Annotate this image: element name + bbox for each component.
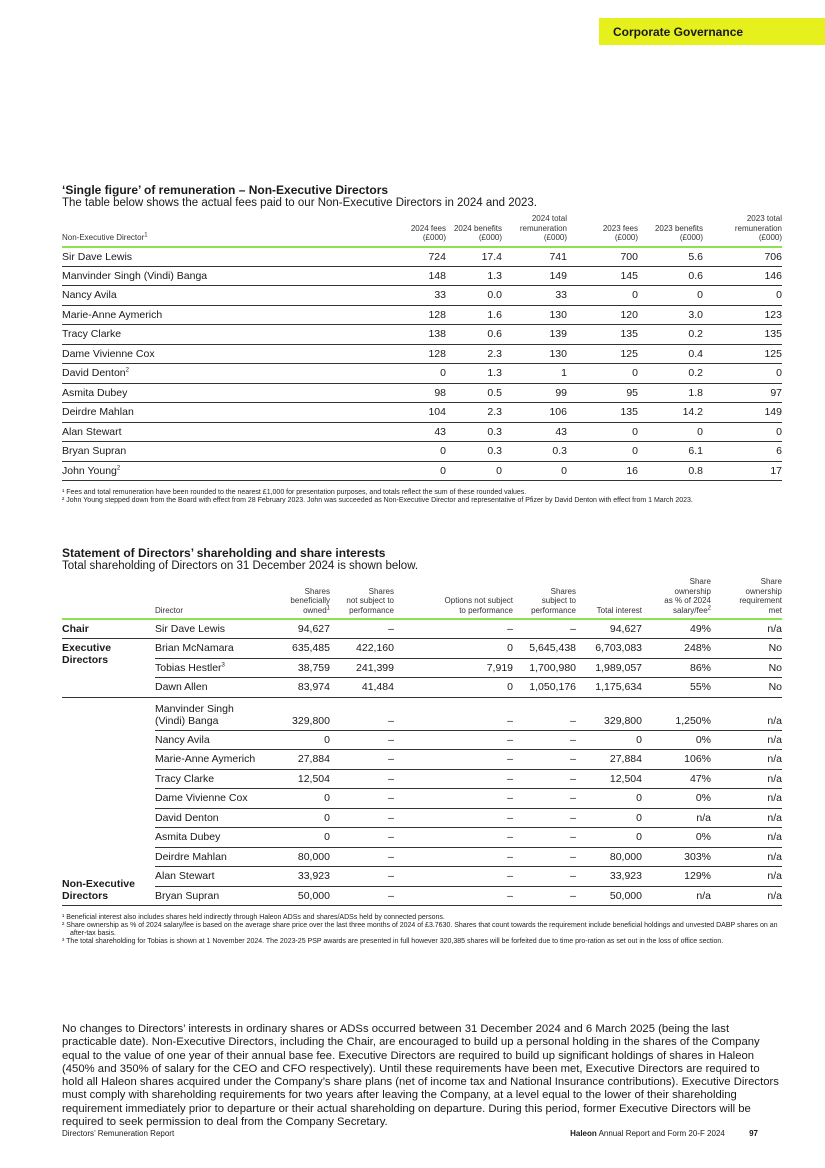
group-label: Executive Directors (62, 639, 155, 698)
director-name: Nancy Avila (62, 286, 374, 306)
table-cell: 125 (567, 344, 638, 364)
group-label: Non-Executive Directors (62, 697, 155, 906)
footnote: ² John Young stepped down from the Board with effect from 28 February 2023. John was succeeded as Non-Executive Director and representative of Pfizer by David Denton with effect from 1 March 2023. (62, 497, 693, 504)
director-name: Nancy Avila (155, 730, 265, 750)
table-cell: – (513, 828, 576, 848)
table-cell: 635,485 (265, 639, 330, 659)
table-cell: n/a (711, 750, 782, 770)
table-row (62, 325, 782, 345)
table-cell: 83,974 (265, 678, 330, 698)
table-cell: – (513, 847, 576, 867)
table-cell: 0 (576, 828, 642, 848)
table-cell: 99 (502, 383, 567, 403)
table-cell: – (330, 789, 394, 809)
director-name: Asmita Dubey (62, 383, 374, 403)
column-header: Non-Executive Director$^1$ (62, 232, 148, 242)
table-cell: 130 (502, 344, 567, 364)
table-cell: 95 (567, 383, 638, 403)
table-cell: 0.3 (446, 422, 502, 442)
shares-footnotes (62, 914, 782, 946)
table-cell: No (711, 678, 782, 698)
table-cell: 33 (502, 286, 567, 306)
table-row (62, 286, 782, 306)
table-cell: 0 (502, 461, 567, 481)
table-cell: 0 (703, 364, 782, 384)
table-cell: 0 (265, 828, 330, 848)
table-cell: – (394, 750, 513, 770)
table-cell: 12,504 (265, 769, 330, 789)
table-cell: – (394, 619, 513, 639)
column-header: Total interest (596, 605, 642, 615)
table-cell: 0 (265, 789, 330, 809)
director-name: Dame Vivienne Cox (62, 344, 374, 364)
table-row (62, 886, 782, 906)
table-cell: – (330, 619, 394, 639)
table-cell: 14.2 (638, 403, 703, 423)
table-cell: 104 (374, 403, 446, 423)
table-cell: 1,700,980 (513, 658, 576, 678)
ned-title: ‘Single figure’ of remuneration – Non-Executive Directors (62, 183, 389, 197)
table-cell: n/a (642, 886, 711, 906)
table-cell: 700 (567, 247, 638, 267)
table-cell: 149 (703, 403, 782, 423)
table-cell: 3.0 (638, 305, 703, 325)
table-cell: 1.8 (638, 383, 703, 403)
table-row (62, 769, 782, 789)
table-cell: 724 (374, 247, 446, 267)
table-cell: 146 (703, 266, 782, 286)
table-cell: 50,000 (265, 886, 330, 906)
table-cell: 130 (502, 305, 567, 325)
table-cell: 248% (642, 639, 711, 659)
table-cell: 135 (567, 403, 638, 423)
table-cell: 0 (567, 442, 638, 462)
table-cell: n/a (711, 769, 782, 789)
shareholding-section (62, 546, 782, 946)
table-row (62, 808, 782, 828)
table-row (62, 619, 782, 639)
table-cell: 43 (374, 422, 446, 442)
director-name: Alan Stewart (155, 867, 265, 887)
table-cell: 16 (567, 461, 638, 481)
section-tag: Corporate Governance (599, 18, 825, 45)
table-cell: – (330, 828, 394, 848)
table-cell: n/a (711, 697, 782, 730)
column-header: Shares not subject to performance (346, 586, 394, 615)
table-cell: 0% (642, 789, 711, 809)
table-cell: 6.1 (638, 442, 703, 462)
director-name: Bryan Supran (155, 886, 265, 906)
table-cell: 125 (703, 344, 782, 364)
table-cell: 0 (576, 808, 642, 828)
table-cell: – (330, 769, 394, 789)
table-cell: 80,000 (576, 847, 642, 867)
footnote: ² Share ownership as % of 2024 salary/fee is based on the average share price over the last three months of 2024 of £3.7630. Shares that count towards the requirement include beneficial holdings and unvested DABP shares on an after-tax basis. (62, 922, 778, 937)
column-header: 2024 total remuneration (£000) (519, 214, 567, 242)
table-cell: 706 (703, 247, 782, 267)
director-name: Deirdre Mahlan (62, 403, 374, 423)
table-row (62, 828, 782, 848)
table-cell: 106% (642, 750, 711, 770)
table-row (62, 867, 782, 887)
table-cell: 2.3 (446, 403, 502, 423)
table-row (62, 750, 782, 770)
table-cell: 55% (642, 678, 711, 698)
shares-subtitle: Total shareholding of Directors on 31 December 2024 is shown below. (62, 560, 419, 572)
table-cell: n/a (711, 789, 782, 809)
table-cell: 41,484 (330, 678, 394, 698)
table-cell: 94,627 (576, 619, 642, 639)
table-cell: 7,919 (394, 658, 513, 678)
table-cell: 97 (703, 383, 782, 403)
table-cell: 139 (502, 325, 567, 345)
column-header: 2024 fees (£000) (410, 223, 446, 242)
director-name: Sir Dave Lewis (155, 619, 265, 639)
table-cell: – (394, 697, 513, 730)
column-header (62, 577, 155, 619)
table-cell: 138 (374, 325, 446, 345)
shareholding-table (62, 577, 782, 906)
table-cell: n/a (711, 828, 782, 848)
table-cell: 145 (567, 266, 638, 286)
table-cell: 148 (374, 266, 446, 286)
table-row (62, 730, 782, 750)
director-name: Manvinder Singh (Vindi) Banga (155, 697, 265, 730)
table-row (62, 247, 782, 267)
table-cell: 98 (374, 383, 446, 403)
table-cell: 0% (642, 730, 711, 750)
table-cell: – (330, 847, 394, 867)
table-cell: – (330, 730, 394, 750)
table-cell: – (330, 886, 394, 906)
table-cell: 1,250% (642, 697, 711, 730)
table-cell: 0.6 (446, 325, 502, 345)
table-cell: – (330, 697, 394, 730)
director-name: David Denton (155, 808, 265, 828)
table-cell: 741 (502, 247, 567, 267)
column-header: 2024 benefits (£000) (453, 223, 502, 242)
table-cell: 0.2 (638, 325, 703, 345)
director-name: Marie-Anne Aymerich (155, 750, 265, 770)
table-cell: 0 (638, 422, 703, 442)
table-cell: n/a (642, 808, 711, 828)
table-cell: – (394, 789, 513, 809)
table-cell: – (513, 789, 576, 809)
table-cell: 0 (576, 789, 642, 809)
table-cell: 94,627 (265, 619, 330, 639)
table-cell: 303% (642, 847, 711, 867)
table-cell: 0 (567, 364, 638, 384)
footnote-ref: 1 (326, 604, 330, 611)
director-name: Tracy Clarke (155, 769, 265, 789)
table-cell: 17.4 (446, 247, 502, 267)
column-header: 2023 fees (£000) (602, 223, 638, 242)
director-name: Alan Stewart (62, 422, 374, 442)
page-number: 97 (749, 1129, 758, 1138)
column-header: Director (155, 605, 184, 615)
director-name: Asmita Dubey (155, 828, 265, 848)
ned-remuneration-table (62, 214, 782, 481)
footnote-ref: 3 (221, 662, 225, 669)
table-cell: 27,884 (576, 750, 642, 770)
footer-brand: Haleon (570, 1129, 597, 1138)
table-cell: 0.5 (446, 383, 502, 403)
table-cell: 128 (374, 344, 446, 364)
table-cell: – (394, 769, 513, 789)
table-cell: – (394, 828, 513, 848)
body-paragraph: No changes to Directors’ interests in ordinary shares or ADSs occurred between 31 December 2024 and 6 March 2025 (being the last practicable date). Non-Executive Directors, including the Chair, are encouraged to build up a personal holding in the shares of the Company equal to the value of one year of their annual base fee. Executive Directors are required to build up significant holdings of shares in Haleon (450% and 350% of salary for the CEO and CFO respectively). Until these requirements have been met, Executive Directors are required to hold all Haleon shares acquired under the Company’s share plans (net of income tax and National Insurance contributions). Executive Directors must comply with shareholding requirements for two years after leaving the Company, at a level equal to the lower of their shareholding requirement immediately prior to departure or their actual shareholding on departure. During this period, former Executive Directors will be required to seek permission to deal from the Company Secretary. (62, 1023, 779, 1129)
table-cell: 1,175,634 (576, 678, 642, 698)
table-cell: 0 (703, 422, 782, 442)
table-row (62, 422, 782, 442)
table-cell: 241,399 (330, 658, 394, 678)
table-cell: 49% (642, 619, 711, 639)
director-name: John Young$^2$ (62, 461, 374, 481)
footnote-ref: 2 (125, 367, 129, 374)
column-header: 2023 benefits (£000) (654, 223, 703, 242)
table-cell: – (513, 730, 576, 750)
table-cell: 1.3 (446, 266, 502, 286)
table-cell: 0 (394, 639, 513, 659)
table-cell: 80,000 (265, 847, 330, 867)
table-cell: – (330, 750, 394, 770)
table-cell: 0.4 (638, 344, 703, 364)
column-header: Share ownership as % of 2024 salary/fee$^2$ (664, 577, 711, 615)
footnote-ref: 1 (144, 232, 148, 239)
table-cell: 0 (394, 678, 513, 698)
table-cell: – (330, 808, 394, 828)
table-cell: 0 (567, 286, 638, 306)
director-name: Sir Dave Lewis (62, 247, 374, 267)
table-cell: – (394, 886, 513, 906)
table-row (62, 266, 782, 286)
table-cell: 0.0 (446, 286, 502, 306)
table-row (62, 344, 782, 364)
shares-title: Statement of Directors’ shareholding and share interests (62, 546, 386, 560)
table-row (62, 678, 782, 698)
table-cell: 1.6 (446, 305, 502, 325)
table-cell: n/a (711, 847, 782, 867)
table-cell: – (513, 867, 576, 887)
table-cell: 2.3 (446, 344, 502, 364)
table-cell: 0.3 (446, 442, 502, 462)
column-header: Share ownership requirement met (739, 577, 782, 615)
column-header: 2023 total remuneration (£000) (734, 214, 782, 242)
footnote: ¹ Beneficial interest also includes shares held indirectly through Haleon ADSs and shares/ADSs held by connected persons. (62, 914, 445, 921)
table-cell: – (513, 750, 576, 770)
table-cell: 129% (642, 867, 711, 887)
table-cell: No (711, 658, 782, 678)
table-cell: n/a (711, 808, 782, 828)
director-name: Tracy Clarke (62, 325, 374, 345)
director-name: David Denton$^2$ (62, 364, 374, 384)
column-header: Shares beneficially owned$^1$ (290, 586, 330, 615)
footer-report-title: Annual Report and Form 20-F 2024 (598, 1129, 725, 1138)
table-cell: – (513, 697, 576, 730)
table-cell: 422,160 (330, 639, 394, 659)
table-cell: – (330, 867, 394, 887)
footnote: ³ The total shareholding for Tobias is shown at 1 November 2024. The 2023-25 PSP awards are presented in full however 320,385 shares will be forfeited due to time pro-ration as set out in the loss of office section. (62, 938, 724, 945)
footer-section-name: Directors’ Remuneration Report (62, 1129, 175, 1138)
director-name: Tobias Hestler$^3$ (155, 658, 265, 678)
table-cell: 12,504 (576, 769, 642, 789)
director-name: Brian McNamara (155, 639, 265, 659)
table-header-row (62, 214, 782, 247)
footnote-ref: 2 (116, 465, 121, 472)
table-row (62, 789, 782, 809)
table-cell: 47% (642, 769, 711, 789)
table-cell: 1,989,057 (576, 658, 642, 678)
table-cell: 106 (502, 403, 567, 423)
director-name: Deirdre Mahlan (155, 847, 265, 867)
column-header: Shares subject to performance (531, 586, 576, 615)
table-cell: 1,050,176 (513, 678, 576, 698)
table-cell: n/a (711, 730, 782, 750)
director-name: Marie-Anne Aymerich (62, 305, 374, 325)
table-cell: 0% (642, 828, 711, 848)
table-cell: – (513, 619, 576, 639)
table-cell: – (394, 808, 513, 828)
column-header: Options not subject to performance (444, 596, 513, 615)
table-row (62, 364, 782, 384)
table-cell: No (711, 639, 782, 659)
table-row (62, 383, 782, 403)
table-cell: 5.6 (638, 247, 703, 267)
table-cell: 149 (502, 266, 567, 286)
footnote-ref: 2 (707, 604, 711, 611)
table-cell: 50,000 (576, 886, 642, 906)
table-cell: 135 (567, 325, 638, 345)
table-cell: 0 (703, 286, 782, 306)
director-name: Dame Vivienne Cox (155, 789, 265, 809)
table-row (62, 847, 782, 867)
table-cell: 27,884 (265, 750, 330, 770)
footer-report (570, 1129, 758, 1138)
table-cell: 0 (567, 422, 638, 442)
table-row (62, 658, 782, 678)
director-name: Dawn Allen (155, 678, 265, 698)
table-cell: 0 (374, 442, 446, 462)
table-cell: – (394, 847, 513, 867)
director-name: Manvinder Singh (Vindi) Banga (62, 266, 374, 286)
table-cell: 0 (374, 364, 446, 384)
table-cell: 0 (576, 730, 642, 750)
table-cell: 86% (642, 658, 711, 678)
table-cell: 1.3 (446, 364, 502, 384)
table-cell: – (394, 867, 513, 887)
table-cell: – (394, 730, 513, 750)
ned-remuneration-section (62, 183, 782, 505)
ned-subtitle: The table below shows the actual fees paid to our Non-Executive Directors in 2024 and 2023. (62, 197, 537, 209)
table-cell: – (513, 886, 576, 906)
group-label: Chair (62, 619, 155, 639)
table-cell: 128 (374, 305, 446, 325)
table-row (62, 305, 782, 325)
table-row (62, 442, 782, 462)
table-cell: 123 (703, 305, 782, 325)
table-cell: 6 (703, 442, 782, 462)
table-cell: 0 (265, 808, 330, 828)
table-cell: 5,645,438 (513, 639, 576, 659)
table-row (62, 461, 782, 481)
table-cell: 6,703,083 (576, 639, 642, 659)
table-cell: – (513, 808, 576, 828)
table-cell: 1 (502, 364, 567, 384)
table-row (62, 403, 782, 423)
table-cell: 38,759 (265, 658, 330, 678)
table-header-row (62, 577, 782, 619)
table-cell: 0.8 (638, 461, 703, 481)
table-cell: 33 (374, 286, 446, 306)
table-cell: n/a (711, 619, 782, 639)
table-cell: 0 (638, 286, 703, 306)
table-cell: 0 (265, 730, 330, 750)
director-name: Bryan Supran (62, 442, 374, 462)
ned-footnotes (62, 489, 782, 505)
table-cell: 17 (703, 461, 782, 481)
table-cell: 0.6 (638, 266, 703, 286)
table-cell: – (513, 769, 576, 789)
table-cell: 120 (567, 305, 638, 325)
footnote: ¹ Fees and total remuneration have been rounded to the nearest £1,000 for presentation purposes, and totals reflect the sum of these rounded values. (62, 489, 527, 496)
table-cell: 135 (703, 325, 782, 345)
table-cell: n/a (711, 867, 782, 887)
table-row (62, 697, 782, 730)
table-cell: 0.3 (502, 442, 567, 462)
table-cell: 329,800 (265, 697, 330, 730)
table-cell: 329,800 (576, 697, 642, 730)
table-cell: 33,923 (265, 867, 330, 887)
table-cell: 33,923 (576, 867, 642, 887)
table-cell: n/a (711, 886, 782, 906)
table-row (62, 639, 782, 659)
table-cell: 0 (374, 461, 446, 481)
table-cell: 43 (502, 422, 567, 442)
table-cell: 0 (446, 461, 502, 481)
table-cell: 0.2 (638, 364, 703, 384)
